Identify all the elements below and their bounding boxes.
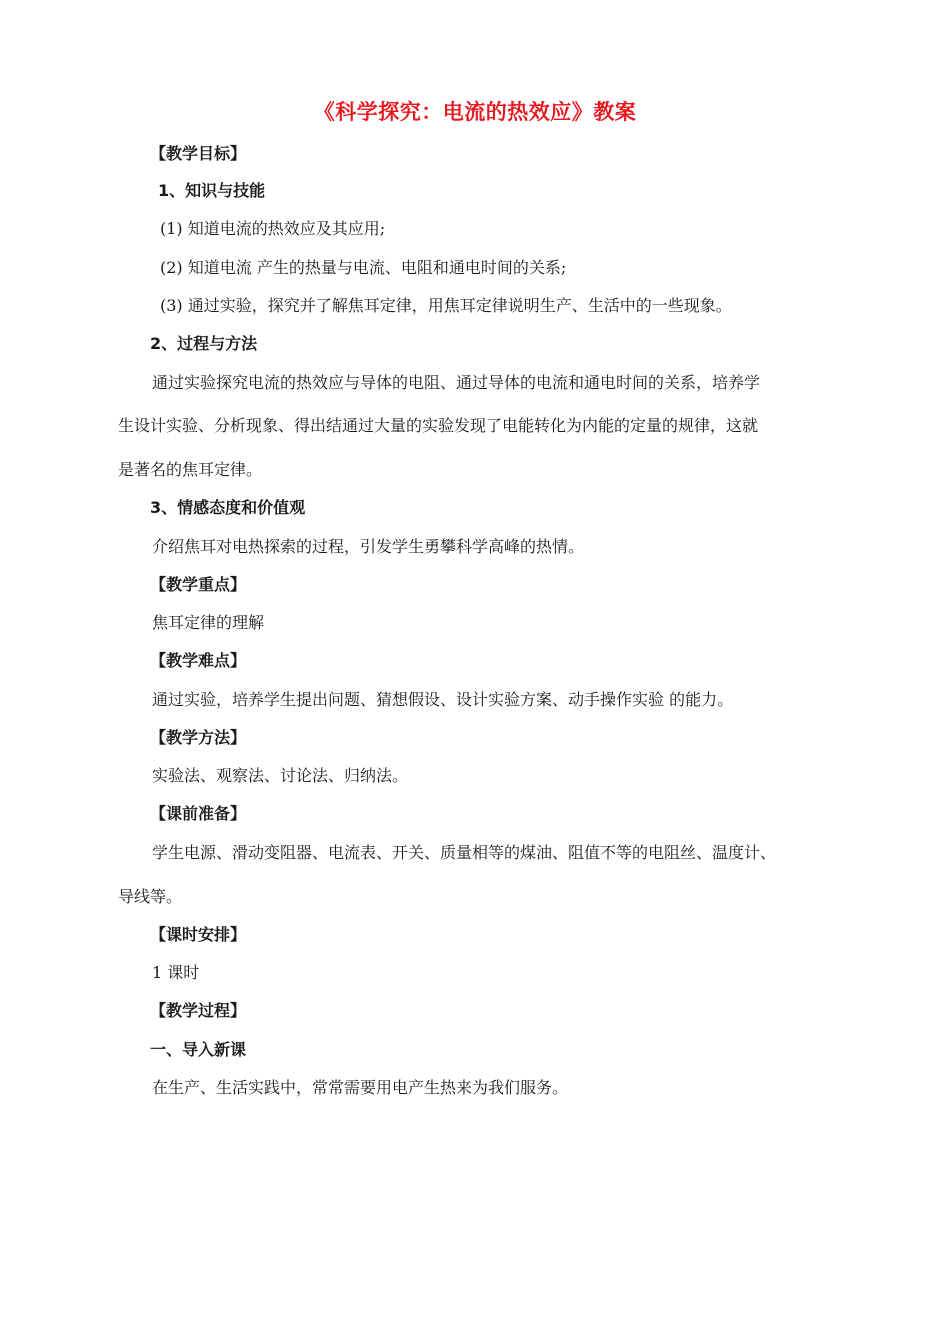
- difficulty-text: 通过实验，培养学生提出问题、猜想假设、设计实验方案、动手操作实验 的能力。: [152, 690, 734, 709]
- schedule-heading: 【课时安排】: [150, 925, 247, 944]
- prep-line-2: 导线等。: [118, 887, 183, 906]
- emotion-text: 介绍焦耳对电热探索的过程，引发学生勇攀科学高峰的热情。: [152, 537, 585, 556]
- method-heading: 【教学方法】: [150, 728, 247, 747]
- document-title: 《科学探究：电流的热效应》教案: [313, 100, 637, 124]
- teaching-process-heading: 【教学过程】: [150, 1001, 247, 1020]
- intro-text: 在生产、生活实践中，常常需要用电产生热来为我们服务。: [152, 1078, 569, 1097]
- schedule-text: 1 课时: [152, 963, 200, 982]
- knowledge-item-1: (1) 知道电流的热效应及其应用;: [160, 219, 386, 238]
- process-line-2: 生设计实验、分析现象、得出结通过大量的实验发现了电能转化为内能的定量的规律，这就: [118, 416, 759, 435]
- emotion-heading: 3、情感态度和价值观: [150, 498, 306, 517]
- knowledge-item-2: (2) 知道电流 产生的热量与电流、电阻和通电时间的关系;: [160, 258, 567, 277]
- knowledge-item-3: (3) 通过实验，探究并了解焦耳定律，用焦耳定律说明生产、生活中的一些现象。: [160, 296, 732, 315]
- process-line-1: 通过实验探究电流的热效应与导体的电阻、通过导体的电流和通电时间的关系，培养学: [152, 373, 761, 392]
- objectives-heading: 【教学目标】: [150, 144, 247, 163]
- process-heading: 2、过程与方法: [150, 334, 258, 353]
- key-heading: 【教学重点】: [150, 575, 247, 594]
- prep-heading: 【课前准备】: [150, 804, 247, 823]
- knowledge-heading: 1、知识与技能: [158, 181, 266, 200]
- prep-line-1: 学生电源、滑动变阻器、电流表、开关、质量相等的煤油、阻值不等的电阻丝、温度计、: [152, 843, 777, 862]
- intro-heading: 一、导入新课: [150, 1040, 247, 1059]
- process-line-3: 是著名的焦耳定律。: [118, 460, 263, 479]
- difficulty-heading: 【教学难点】: [150, 651, 247, 670]
- method-text: 实验法、观察法、讨论法、归纳法。: [152, 766, 409, 785]
- key-text: 焦耳定律的理解: [152, 613, 265, 632]
